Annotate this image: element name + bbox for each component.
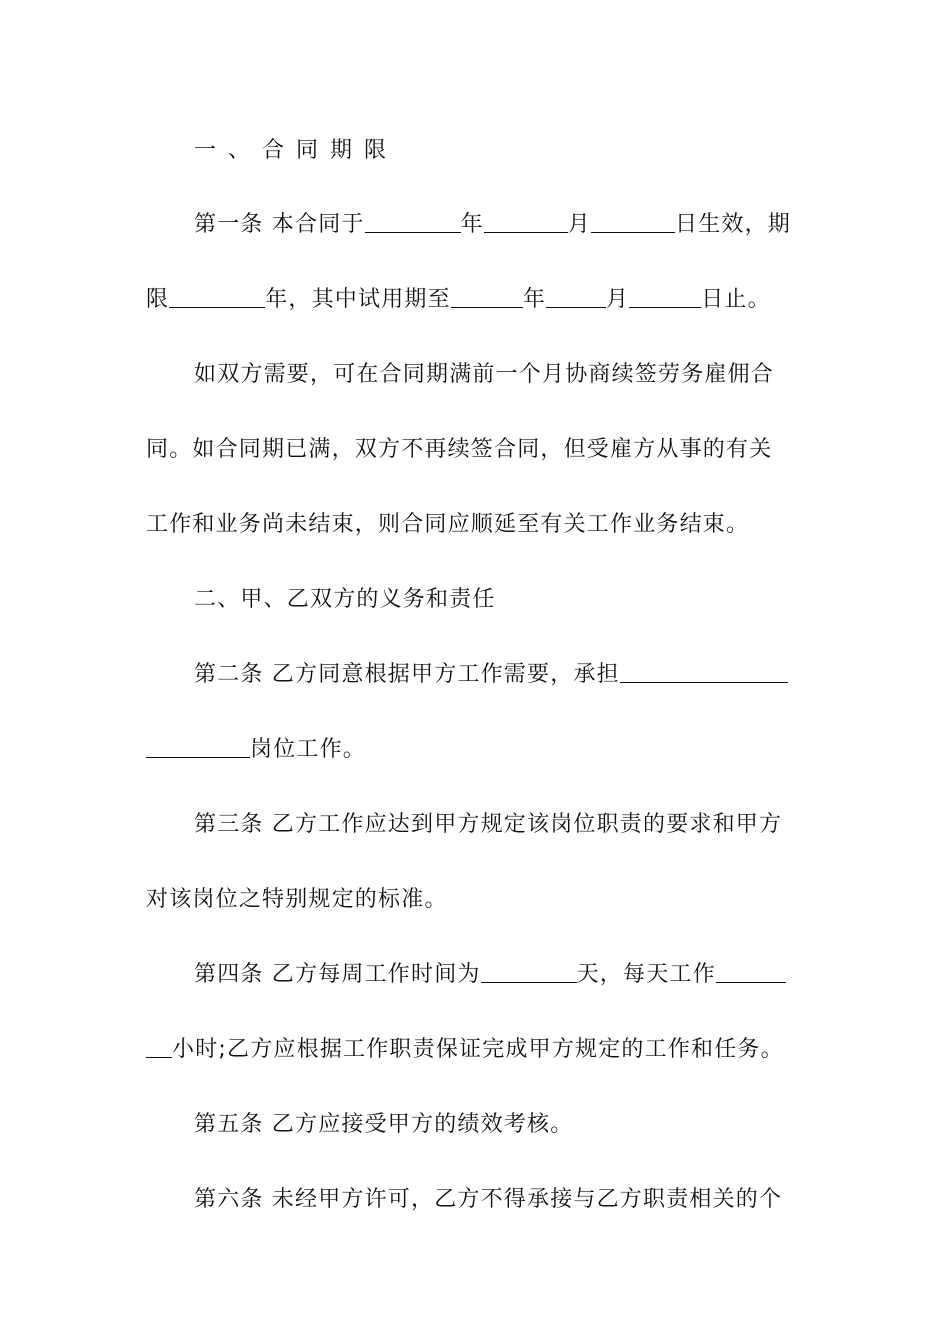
probation-year-label: 年 — [522, 287, 547, 312]
article-4-line-1 — [194, 960, 806, 990]
renewal-paragraph-line-2: 同。如合同期已满，双方不再续签合同，但受雇方从事的有关 — [146, 437, 773, 462]
article-1-text: 第一条 本合同于 — [194, 212, 365, 237]
daily-work-label: 天，每天工作 — [576, 962, 716, 987]
probation-end-label: 日止。 — [701, 287, 771, 312]
month-label: 月 — [567, 212, 591, 237]
term-label: 限 — [146, 287, 170, 312]
renewal-paragraph-line-1: 如双方需要，可在合同期满前一个月协商续签劳务雇佣合 — [194, 362, 775, 387]
year-label: 年 — [460, 212, 484, 237]
article-3-line-1: 第三条 乙方工作应达到甲方规定该岗位职责的要求和甲方 — [194, 812, 783, 837]
section-heading-contract-term: 一、合同期限 — [194, 138, 399, 163]
probation-label: 年，其中试用期至 — [265, 287, 451, 312]
article-1-line-1 — [194, 210, 806, 240]
article-3-line-2: 对该岗位之特别规定的标准。 — [146, 887, 448, 912]
blank-start-month[interactable] — [484, 210, 568, 233]
blank-hours-per-day-part-1[interactable] — [716, 960, 786, 983]
article-4-line-2 — [146, 1035, 806, 1065]
section-heading-obligations: 二、甲、乙双方的义务和责任 — [194, 587, 496, 612]
blank-probation-year[interactable] — [451, 285, 523, 308]
article-4-text: 第四条 乙方每周工作时间为 — [194, 962, 481, 987]
probation-month-label: 月 — [606, 287, 630, 312]
blank-hours-per-day-part-2[interactable] — [146, 1035, 172, 1058]
blank-probation-month[interactable] — [546, 285, 606, 308]
blank-probation-day[interactable] — [629, 285, 701, 308]
article-2-text: 第二条 乙方同意根据甲方工作需要，承担 — [194, 662, 620, 687]
hours-duty-text: 小时;乙方应根据工作职责保证完成甲方规定的工作和任务。 — [172, 1037, 784, 1062]
blank-term-years[interactable] — [169, 285, 265, 308]
blank-start-year[interactable] — [365, 210, 461, 233]
article-1-line-2 — [146, 285, 806, 315]
renewal-paragraph-line-3: 工作和业务尚未结束，则合同应顺延至有关工作业务结束。 — [146, 512, 750, 537]
position-work-label: 岗位工作。 — [250, 737, 367, 762]
effective-label: 日生效，期 — [675, 212, 792, 237]
blank-position-part-2[interactable] — [146, 735, 250, 758]
blank-position-part-1[interactable] — [620, 660, 788, 683]
blank-start-day[interactable] — [591, 210, 675, 233]
article-2-line-1 — [194, 660, 806, 690]
article-2-line-2 — [146, 735, 806, 765]
article-6-line-1: 第六条 未经甲方许可，乙方不得承接与乙方职责相关的个 — [194, 1187, 783, 1212]
article-5: 第五条 乙方应接受甲方的绩效考核。 — [194, 1112, 574, 1137]
blank-days-per-week[interactable] — [481, 960, 577, 983]
